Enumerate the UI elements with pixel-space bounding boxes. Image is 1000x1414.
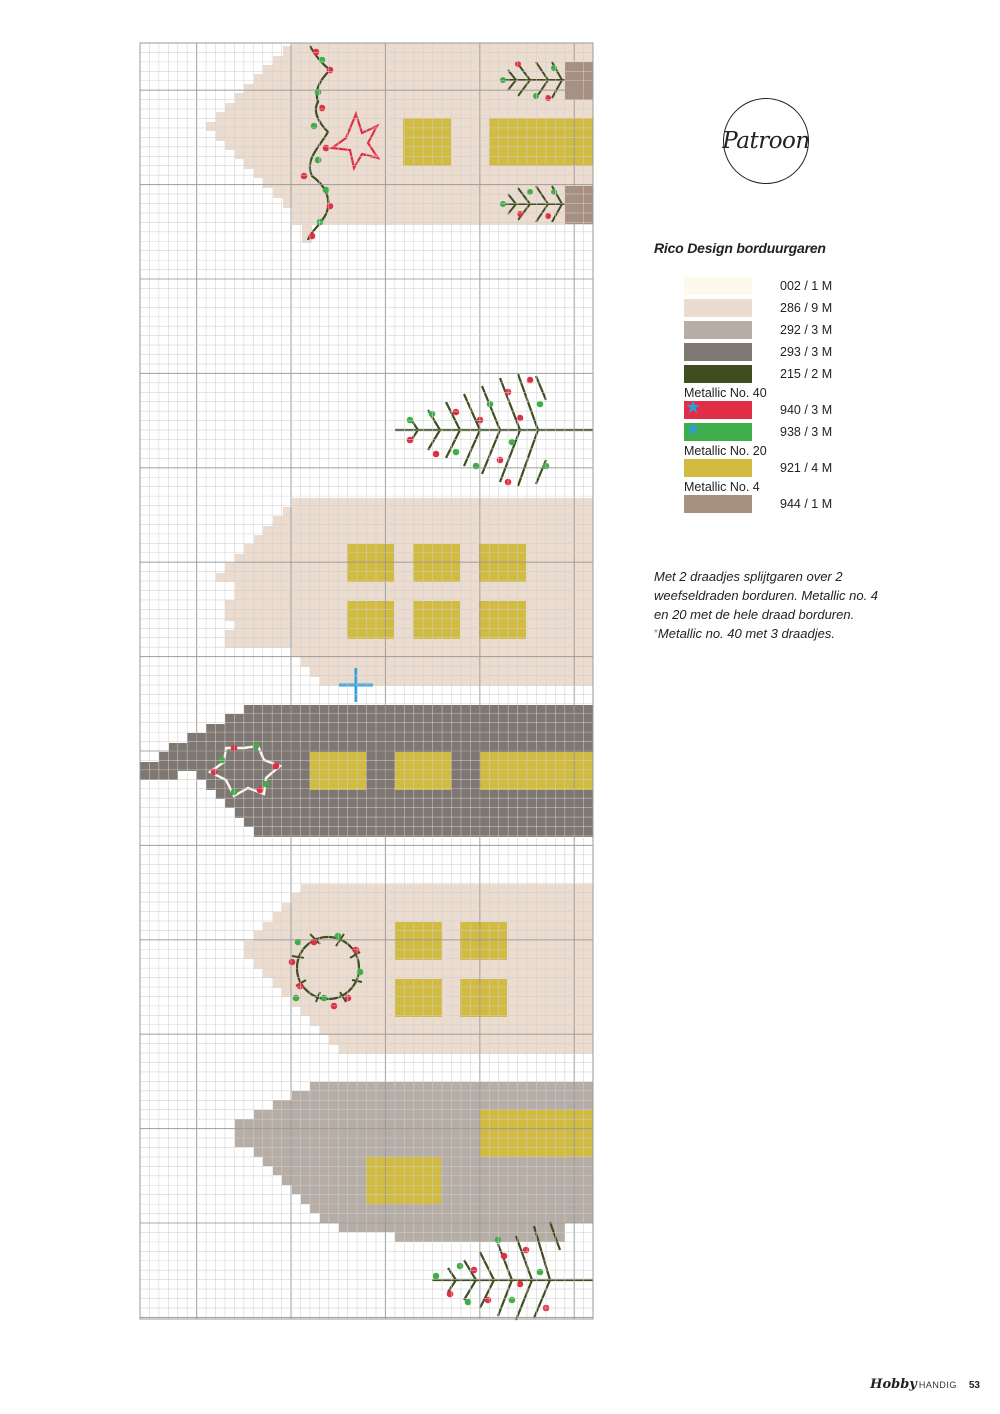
color-legend [684, 276, 904, 516]
color-swatch [684, 365, 752, 383]
legend-row [684, 320, 904, 342]
footer-brand-suffix: HANDIG [918, 1380, 957, 1390]
page-number: 53 [968, 1380, 980, 1391]
legend-row [684, 494, 904, 516]
thread-code: 292 / 3 M [780, 323, 833, 337]
legend-group-label: Metallic No. 40 [684, 386, 767, 400]
footer-brand: Hobby [870, 1377, 917, 1392]
color-swatch [684, 459, 752, 477]
star-icon: ★ [685, 419, 702, 439]
thread-code: 944 / 1 M [780, 497, 833, 511]
notes-line-1: Met 2 draadjes splijtgaren over 2 [654, 569, 843, 584]
legend-row [684, 276, 904, 298]
thread-code: 938 / 3 M [780, 425, 833, 439]
legend-row [684, 364, 904, 386]
legend-row [684, 298, 904, 320]
color-swatch [684, 495, 752, 513]
legend-row [684, 342, 904, 364]
legend-row [684, 458, 904, 480]
notes-line-2: weefseldraden borduren. Metallic no. 4 [654, 588, 879, 603]
color-swatch [684, 299, 752, 317]
thread-code: 002 / 1 M [780, 279, 833, 293]
notes-line-4-text: Metallic no. 40 met 3 draadjes. [657, 626, 835, 641]
legend-title: Rico Design borduurgaren [654, 240, 826, 256]
thread-code: 940 / 3 M [780, 403, 833, 417]
patroon-logo [723, 98, 809, 184]
thread-code: 215 / 2 M [780, 367, 833, 381]
notes-line-3: en 20 met de hele draad borduren. [654, 607, 855, 622]
stitch-notes [654, 567, 954, 643]
thread-code: 286 / 9 M [780, 301, 833, 315]
legend-row [684, 419, 904, 444]
logo-text: Patroon [722, 128, 810, 154]
color-swatch [684, 343, 752, 361]
legend-group-label: Metallic No. 20 [684, 444, 767, 458]
star-icon: ★ [685, 397, 702, 417]
page-footer [870, 1377, 980, 1392]
thread-code: 921 / 4 M [780, 461, 833, 475]
notes-line-4 [654, 624, 954, 643]
legend-group-label: Metallic No. 4 [684, 480, 760, 494]
color-swatch [684, 277, 752, 295]
thread-code: 293 / 3 M [780, 345, 833, 359]
legend-row [684, 397, 904, 422]
color-swatch [684, 321, 752, 339]
asterisk: * [654, 628, 658, 639]
